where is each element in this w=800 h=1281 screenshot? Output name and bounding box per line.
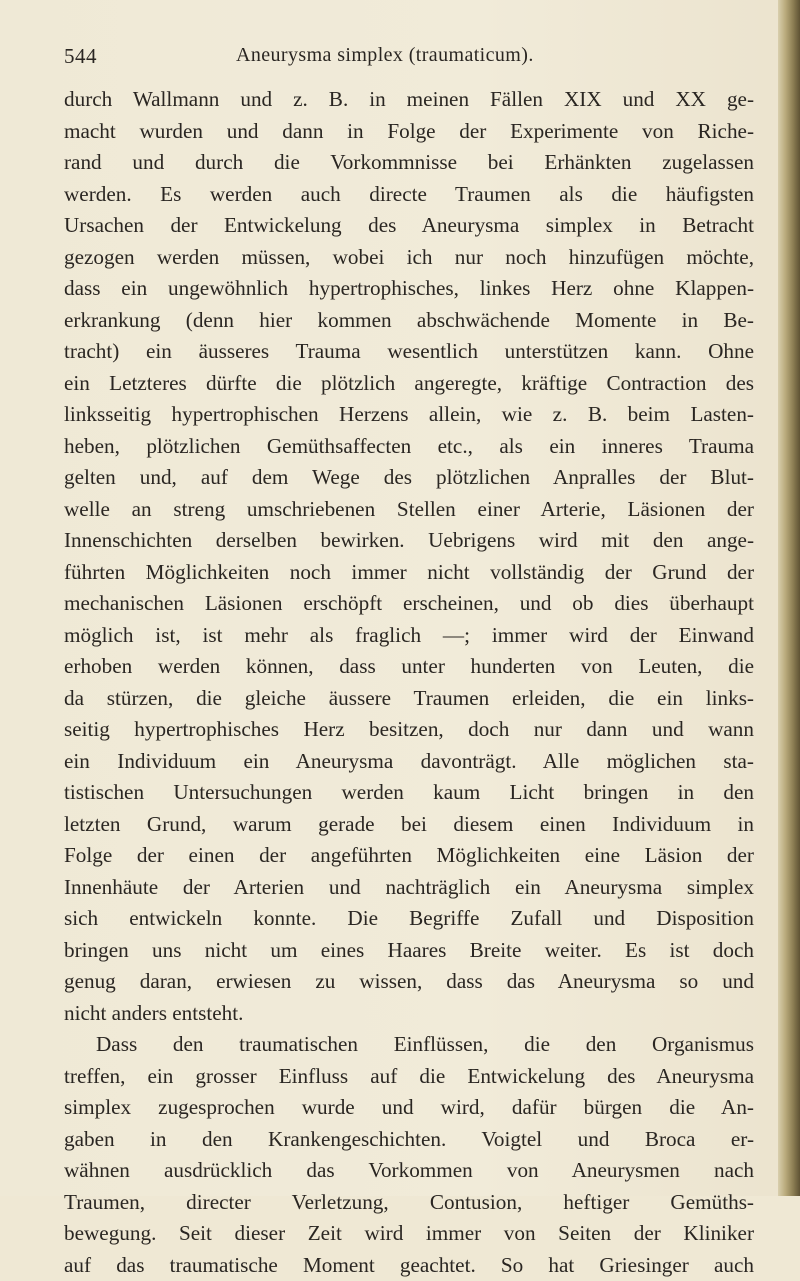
text-line: da stürzen, die gleiche äussere Traumen erleiden, die ein links- xyxy=(64,683,754,715)
text-line: Ursachen der Entwickelung des Aneurysma simplex in Betracht xyxy=(64,210,754,242)
text-line-paragraph-end: nicht anders entsteht. xyxy=(64,998,754,1030)
text-line: bringen uns nicht um eines Haares Breite weiter. Es ist doch xyxy=(64,935,754,967)
text-line: rand und durch die Vorkommnisse bei Erhänkten zugelassen xyxy=(64,147,754,179)
text-line: seitig hypertrophisches Herz besitzen, doch nur dann und wann xyxy=(64,714,754,746)
text-line: sich entwickeln konnte. Die Begriffe Zufall und Disposition xyxy=(64,903,754,935)
text-line: simplex zugesprochen wurde und wird, dafür bürgen die An- xyxy=(64,1092,754,1124)
text-line: gelten und, auf dem Wege des plötzlichen Anpralles der Blut- xyxy=(64,462,754,494)
text-line: macht wurden und dann in Folge der Experimente von Riche- xyxy=(64,116,754,148)
page-header xyxy=(64,44,754,72)
text-line: Traumen, directer Verletzung, Contusion, heftiger Gemüths- xyxy=(64,1187,754,1219)
text-line: auf das traumatische Moment geachtet. So hat Griesinger auch xyxy=(64,1250,754,1281)
text-line: treffen, ein grosser Einfluss auf die Entwickelung des Aneurysma xyxy=(64,1061,754,1093)
text-line: gezogen werden müssen, wobei ich nur noch hinzufügen möchte, xyxy=(64,242,754,274)
running-title: Aneurysma simplex (traumaticum). xyxy=(236,44,534,67)
text-line: gaben in den Krankengeschichten. Voigtel und Broca er- xyxy=(64,1124,754,1156)
text-line: Innenhäute der Arterien und nachträglich ein Aneurysma simplex xyxy=(64,872,754,904)
text-line-paragraph-start: Dass den traumatischen Einflüssen, die den Organismus xyxy=(64,1029,754,1061)
text-line: ein Individuum ein Aneurysma davonträgt. Alle möglichen sta- xyxy=(64,746,754,778)
text-line: dass ein ungewöhnlich hypertrophisches, linkes Herz ohne Klappen- xyxy=(64,273,754,305)
text-line: erkrankung (denn hier kommen abschwächende Momente in Be- xyxy=(64,305,754,337)
text-line: wähnen ausdrücklich das Vorkommen von Aneurysmen nach xyxy=(64,1155,754,1187)
text-line: möglich ist, ist mehr als fraglich —; immer wird der Einwand xyxy=(64,620,754,652)
text-line: durch Wallmann und z. B. in meinen Fällen XIX und XX ge- xyxy=(64,84,754,116)
text-line: genug daran, erwiesen zu wissen, dass das Aneurysma so und xyxy=(64,966,754,998)
text-line: bewegung. Seit dieser Zeit wird immer von Seiten der Kliniker xyxy=(64,1218,754,1250)
text-line: tistischen Untersuchungen werden kaum Licht bringen in den xyxy=(64,777,754,809)
text-line: ein Letzteres dürfte die plötzlich angeregte, kräftige Contraction des xyxy=(64,368,754,400)
text-line: Folge der einen der angeführten Möglichkeiten eine Läsion der xyxy=(64,840,754,872)
text-line: mechanischen Läsionen erschöpft erscheinen, und ob dies überhaupt xyxy=(64,588,754,620)
body-text xyxy=(64,84,754,1281)
page-number: 544 xyxy=(64,44,97,69)
page-edge-shadow xyxy=(778,0,800,1196)
text-line: heben, plötzlichen Gemüthsaffecten etc., als ein inneres Trauma xyxy=(64,431,754,463)
text-line: letzten Grund, warum gerade bei diesem einen Individuum in xyxy=(64,809,754,841)
text-line: tracht) ein äusseres Trauma wesentlich unterstützen kann. Ohne xyxy=(64,336,754,368)
text-line: welle an streng umschriebenen Stellen einer Arterie, Läsionen der xyxy=(64,494,754,526)
text-line: führten Möglichkeiten noch immer nicht vollständig der Grund der xyxy=(64,557,754,589)
text-line: linksseitig hypertrophischen Herzens allein, wie z. B. beim Lasten- xyxy=(64,399,754,431)
text-line: erhoben werden können, dass unter hunderten von Leuten, die xyxy=(64,651,754,683)
text-line: werden. Es werden auch directe Traumen als die häufigsten xyxy=(64,179,754,211)
text-line: Innenschichten derselben bewirken. Uebrigens wird mit den ange- xyxy=(64,525,754,557)
